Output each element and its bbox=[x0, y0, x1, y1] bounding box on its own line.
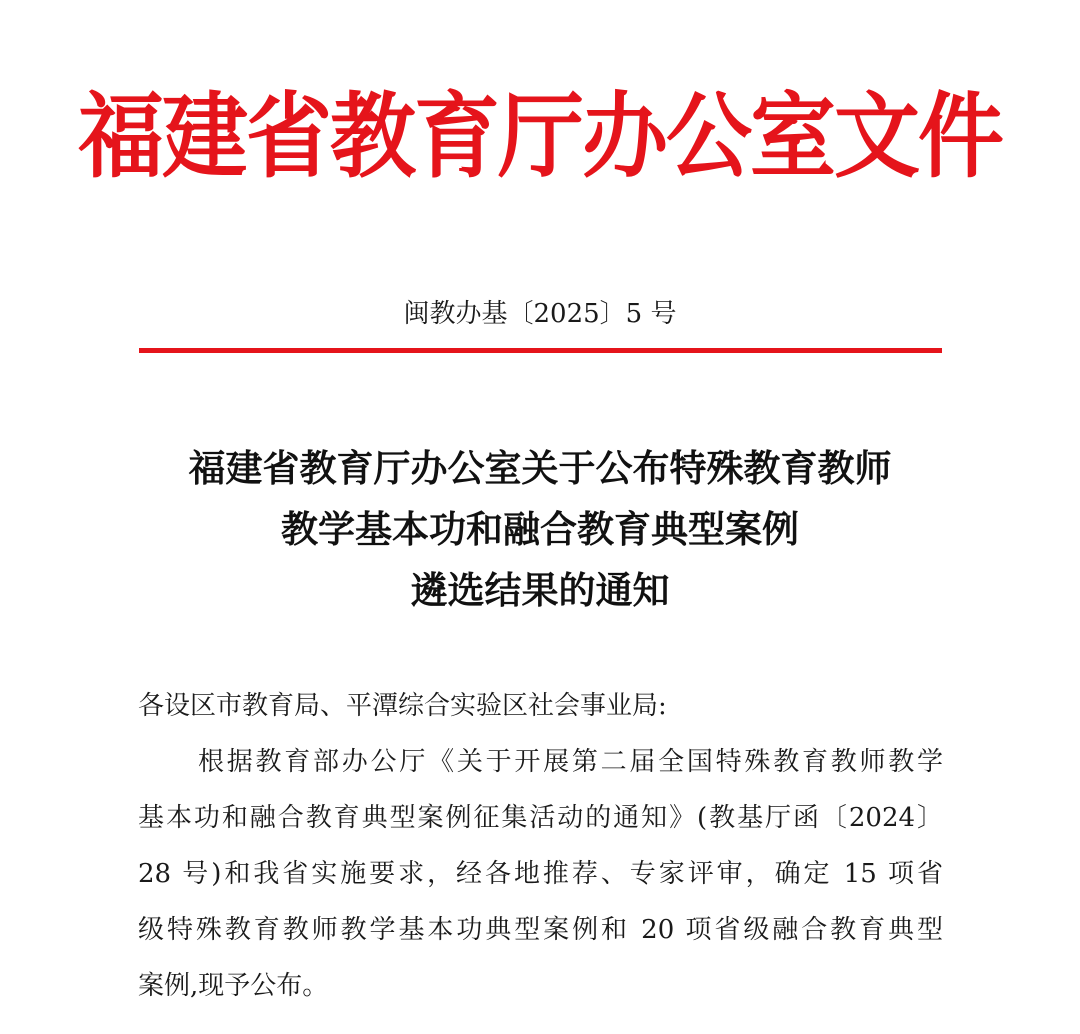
notice-title-line-2: 教学基本功和融合教育典型案例 bbox=[281, 507, 799, 551]
notice-title-line-3: 遴选结果的通知 bbox=[410, 568, 670, 612]
paragraph-line-4: 级特殊教育教师教学基本功典型案例和 20 项省级融合教育典型 bbox=[138, 915, 943, 945]
paragraph-line-1: 根据教育部办公厅《关于开展第二届全国特殊教育教师教学 bbox=[198, 747, 943, 777]
notice-title-line-1: 福建省教育厅办公室关于公布特殊教育教师 bbox=[188, 446, 892, 490]
paragraph-line-2: 基本功和融合教育典型案例征集活动的通知》(教基厅函〔2024〕 bbox=[138, 803, 943, 833]
notice-body bbox=[138, 684, 943, 1020]
salutation: 各设区市教育局、平潭综合实验区社会事业局: bbox=[138, 691, 667, 721]
document-number: 闽教办基〔2025〕5 号 bbox=[403, 299, 677, 329]
red-divider-line bbox=[139, 348, 942, 353]
paragraph-line-5: 案例,现予公布。 bbox=[138, 971, 329, 1001]
paragraph-line-3: 28 号)和我省实施要求，经各地推荐、专家评审，确定 15 项省 bbox=[138, 859, 943, 889]
masthead-title: 福建省教育厅办公室文件 bbox=[78, 81, 1002, 191]
notice-title bbox=[0, 438, 1080, 621]
